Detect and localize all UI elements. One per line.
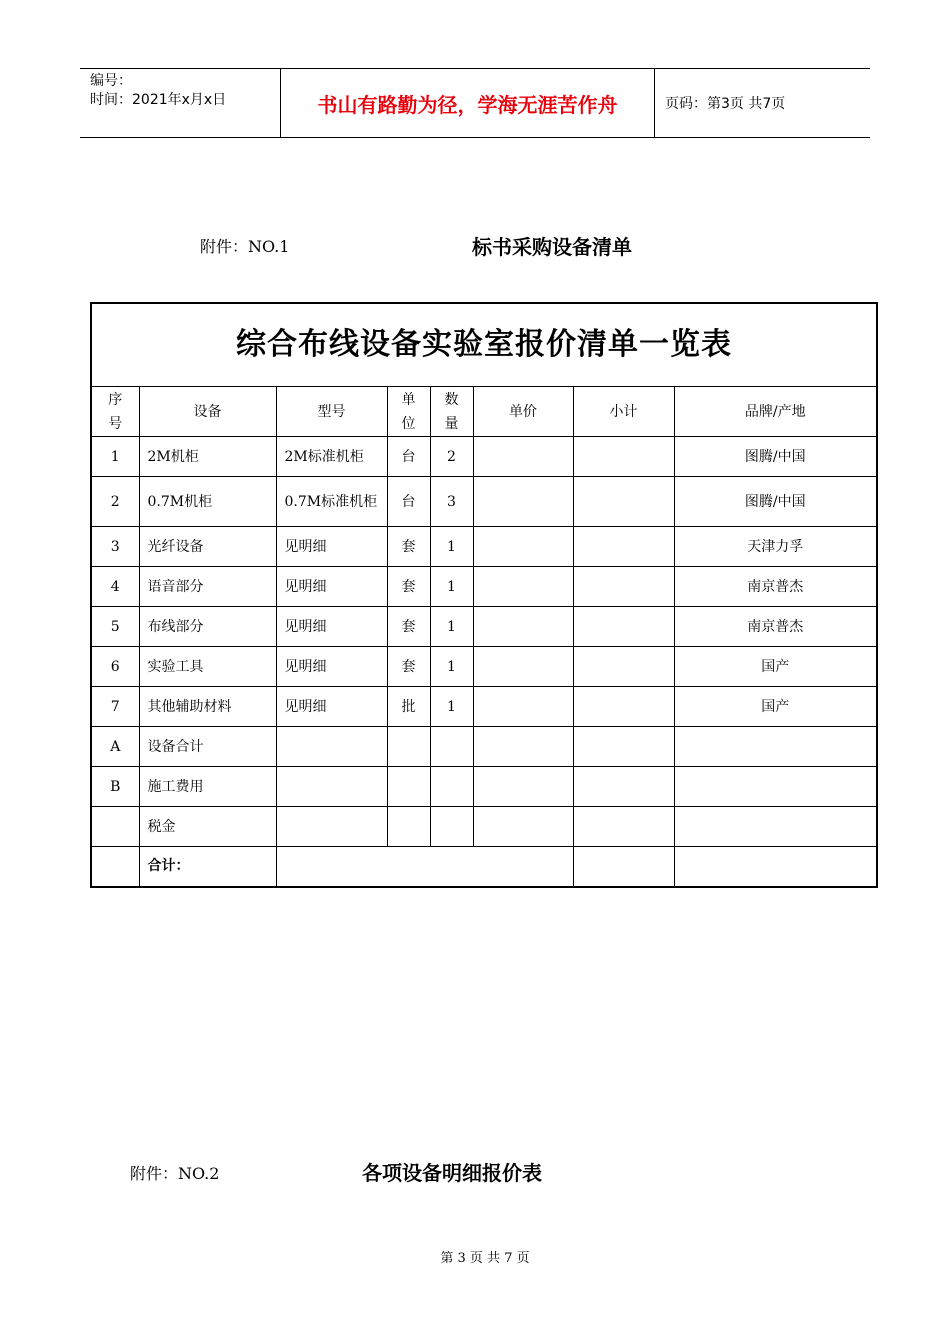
cell-qty: 3: [430, 477, 473, 527]
table-row: [91, 527, 877, 567]
cell-qty: [430, 727, 473, 767]
cell-subtotal: [573, 767, 674, 807]
cell-price: [473, 687, 573, 727]
cell-unit: 台: [387, 437, 430, 477]
header-meta: [80, 69, 281, 137]
cell-subtotal: [573, 807, 674, 847]
cell-subtotal: [573, 477, 674, 527]
total-label: 合计：: [139, 847, 276, 887]
table-row: [91, 687, 877, 727]
cell-qty: 1: [430, 687, 473, 727]
header-device: 设备: [139, 387, 276, 437]
total-value: [276, 847, 573, 887]
cell-brand: [674, 727, 877, 767]
header-qty: 数 量: [430, 387, 473, 437]
cell-seq: [91, 807, 139, 847]
cell-unit: 套: [387, 607, 430, 647]
cell-seq: 1: [91, 437, 139, 477]
cell-model: 2M标准机柜: [276, 437, 387, 477]
table-row: [91, 567, 877, 607]
cell-model: [276, 767, 387, 807]
header-price: 单价: [473, 387, 573, 437]
cell-brand: 国产: [674, 647, 877, 687]
cell-seq: A: [91, 727, 139, 767]
cell-model: 见明细: [276, 647, 387, 687]
cell-brand: [674, 807, 877, 847]
table-header-row: [91, 387, 877, 437]
cell-seq: [91, 847, 139, 887]
table-row: [91, 807, 877, 847]
cell-device: 0.7M机柜: [139, 477, 276, 527]
cell-unit: [387, 727, 430, 767]
cell-unit: 套: [387, 647, 430, 687]
cell-price: [473, 807, 573, 847]
cell-seq: 5: [91, 607, 139, 647]
cell-price: [473, 647, 573, 687]
quote-table: [90, 302, 878, 888]
header-motto: 书山有路勤为径，学海无涯苦作舟: [281, 69, 655, 137]
cell-seq: 7: [91, 687, 139, 727]
page-footer: 第 3 页 共 7 页: [440, 1251, 530, 1266]
cell-seq: B: [91, 767, 139, 807]
cell-device: 其他辅助材料: [139, 687, 276, 727]
cell-device: 税金: [139, 807, 276, 847]
cell-price: [473, 567, 573, 607]
cell-device: 布线部分: [139, 607, 276, 647]
cell-model: 0.7M标准机柜: [276, 477, 387, 527]
cell-subtotal: [573, 567, 674, 607]
cell-subtotal: [573, 607, 674, 647]
cell-price: [473, 437, 573, 477]
cell-qty: 1: [430, 567, 473, 607]
cell-unit: 台: [387, 477, 430, 527]
cell-subtotal: [573, 437, 674, 477]
cell-price: [473, 727, 573, 767]
annex2-label: 附件：NO.2: [130, 1164, 220, 1183]
cell-model: [276, 727, 387, 767]
header-model: 型号: [276, 387, 387, 437]
table-row: [91, 727, 877, 767]
cell-qty: [430, 767, 473, 807]
cell-price: [473, 527, 573, 567]
cell-brand: 南京普杰: [674, 567, 877, 607]
cell-subtotal: [573, 727, 674, 767]
cell-model: 见明细: [276, 687, 387, 727]
cell-unit: 套: [387, 527, 430, 567]
cell-brand: 图腾/中国: [674, 437, 877, 477]
cell-model: [276, 807, 387, 847]
cell-qty: 1: [430, 607, 473, 647]
header-seq: 序 号: [91, 387, 139, 437]
cell-qty: 2: [430, 437, 473, 477]
annex1-title: 标书采购设备清单: [472, 235, 632, 259]
header-subtotal: 小计: [573, 387, 674, 437]
cell-subtotal: [573, 687, 674, 727]
table-row: [91, 767, 877, 807]
header-page-info: 页码：第3页 共7页: [665, 96, 786, 112]
cell-price: [473, 767, 573, 807]
cell-unit: 批: [387, 687, 430, 727]
header-brand: 品牌/产地: [674, 387, 877, 437]
header-unit: 单 位: [387, 387, 430, 437]
cell-qty: 1: [430, 647, 473, 687]
cell-model: 见明细: [276, 607, 387, 647]
cell-brand: 南京普杰: [674, 607, 877, 647]
cell-subtotal: [573, 527, 674, 567]
date-label: 时间：2021年x月x日: [90, 92, 227, 108]
cell-brand: 图腾/中国: [674, 477, 877, 527]
cell-unit: [387, 807, 430, 847]
cell-device: 语音部分: [139, 567, 276, 607]
cell-device: 2M机柜: [139, 437, 276, 477]
cell-model: 见明细: [276, 567, 387, 607]
cell-unit: 套: [387, 567, 430, 607]
cell-device: 光纤设备: [139, 527, 276, 567]
annex1-label: 附件：NO.1: [200, 237, 290, 256]
cell-seq: 2: [91, 477, 139, 527]
cell-qty: 1: [430, 527, 473, 567]
cell-device: 设备合计: [139, 727, 276, 767]
total-subtotal: [573, 847, 674, 887]
table-row: [91, 607, 877, 647]
cell-brand: 国产: [674, 687, 877, 727]
cell-seq: 6: [91, 647, 139, 687]
table-row: [91, 647, 877, 687]
table-total-row: [91, 847, 877, 887]
cell-subtotal: [573, 647, 674, 687]
cell-brand: [674, 767, 877, 807]
cell-model: 见明细: [276, 527, 387, 567]
cell-seq: 4: [91, 567, 139, 607]
cell-device: 实验工具: [139, 647, 276, 687]
cell-price: [473, 607, 573, 647]
number-label: 编号：: [90, 73, 132, 89]
table-row: [91, 477, 877, 527]
total-brand: [674, 847, 877, 887]
cell-price: [473, 477, 573, 527]
cell-seq: 3: [91, 527, 139, 567]
table-row: [91, 437, 877, 477]
table-title: 综合布线设备实验室报价清单一览表: [91, 303, 877, 387]
cell-brand: 天津力孚: [674, 527, 877, 567]
page-header: [80, 68, 870, 138]
cell-unit: [387, 767, 430, 807]
cell-device: 施工费用: [139, 767, 276, 807]
annex2-title: 各项设备明细报价表: [362, 1161, 542, 1185]
cell-qty: [430, 807, 473, 847]
